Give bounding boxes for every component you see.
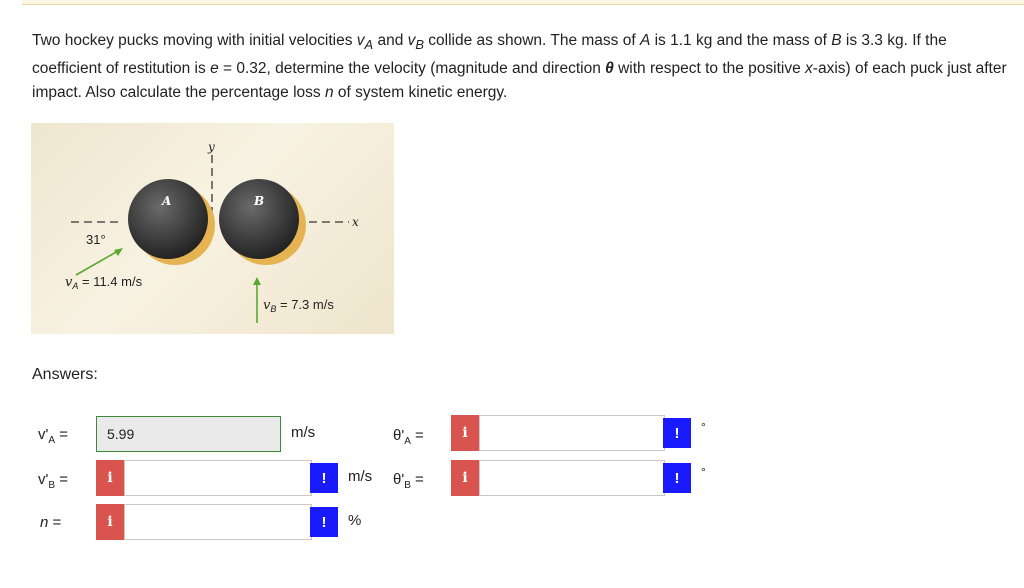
y-axis-label: y — [208, 140, 215, 154]
puck-b — [219, 179, 299, 259]
theta-b-warning-icon[interactable]: ! — [663, 463, 691, 493]
top-border — [22, 0, 1024, 5]
va-arrowhead — [114, 248, 123, 256]
vb-prime-info-icon[interactable]: i — [96, 460, 124, 496]
va-label: $v_A = 11.4$ m/s — [65, 274, 143, 291]
vb-prime-input[interactable] — [124, 460, 312, 496]
collision-figure — [31, 123, 394, 334]
n-input[interactable] — [124, 504, 312, 540]
n-label: n = — [40, 514, 62, 531]
va-prime-label: $v'_A$ = — [38, 426, 68, 446]
x-axis-label: x — [352, 215, 359, 229]
theta-b-label: $\theta'_B$ = — [393, 471, 424, 491]
vb-label: $v_B = 7.3$ m/s — [263, 297, 334, 314]
puck-b-label: B — [254, 194, 265, 208]
vb-arrowhead — [253, 277, 261, 285]
answers-heading: Answers: — [32, 366, 98, 383]
n-unit: % — [348, 512, 362, 529]
problem-statement: Two hockey pucks moving with initial velocities $v_A$ and $v_B$ collide as shown. The mass of A is 1.1 kg and the mass of B is 3.3 kg. If the coefficient of restitution is e = 0.32, determine the velocity (magnitude and direction θ with respect to the positive x-axis) of each puck just after impact. Also calculate the percentage loss n of system kinetic energy. — [32, 32, 1007, 102]
vb-prime-label: $v'_B$ = — [38, 471, 68, 491]
theta-b-input[interactable] — [479, 460, 665, 496]
va-prime-input[interactable] — [96, 416, 281, 452]
vb-prime-warning-icon[interactable]: ! — [310, 463, 338, 493]
theta-b-info-icon[interactable]: i — [451, 460, 479, 496]
theta-a-label: $\theta'_A$ = — [393, 427, 424, 447]
va-prime-unit: m/s — [291, 424, 316, 441]
puck-a-label: A — [162, 194, 172, 208]
collision-diagram — [31, 123, 394, 334]
theta-a-warning-icon[interactable]: ! — [663, 418, 691, 448]
theta-a-unit: ° — [701, 420, 706, 434]
va-arrow — [76, 251, 118, 275]
n-warning-icon[interactable]: ! — [310, 507, 338, 537]
puck-a — [128, 179, 208, 259]
n-info-icon[interactable]: i — [96, 504, 124, 540]
vb-prime-unit: m/s — [348, 468, 373, 485]
theta-a-info-icon[interactable]: i — [451, 415, 479, 451]
theta-a-input[interactable] — [479, 415, 665, 451]
theta-b-unit: ° — [701, 465, 706, 479]
angle-label: 31° — [86, 232, 106, 247]
